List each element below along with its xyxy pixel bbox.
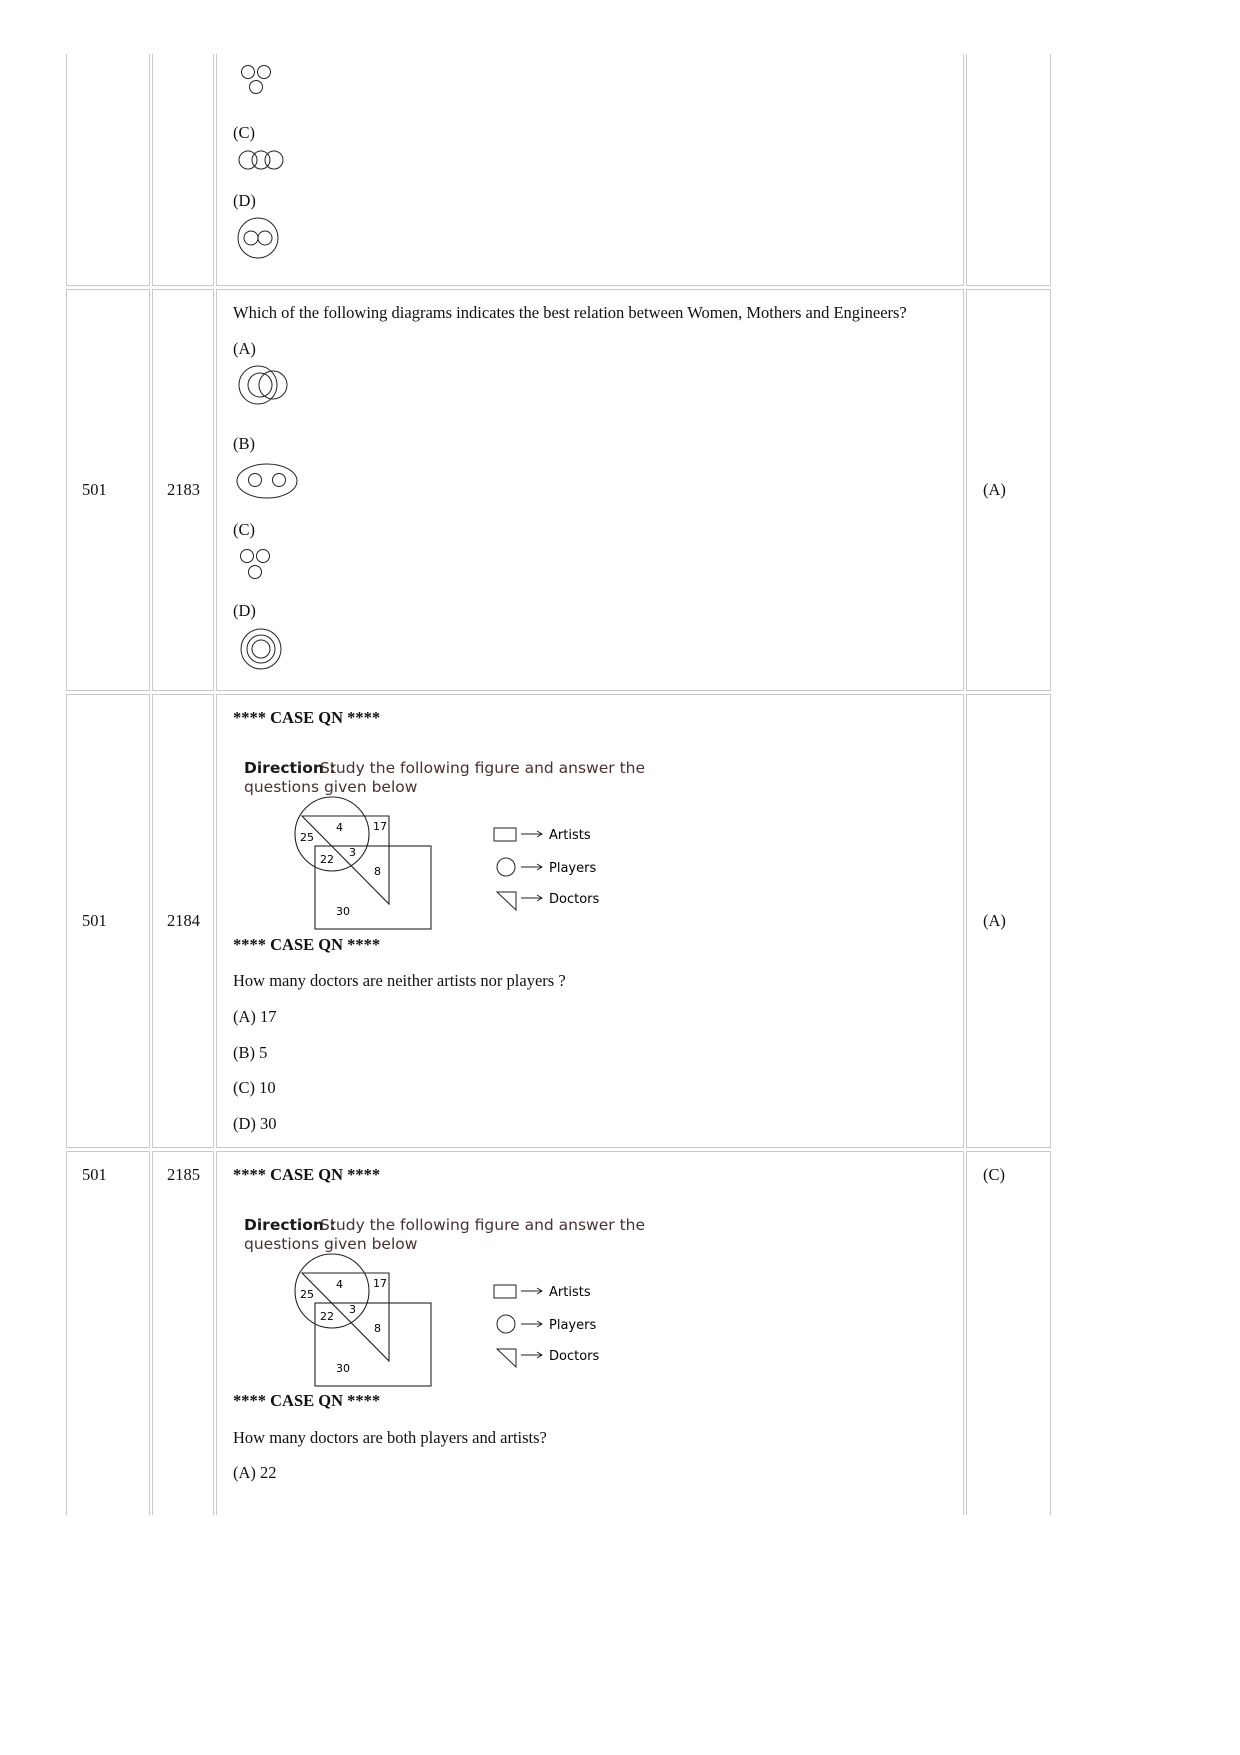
three-separate-circles-figure <box>238 62 278 98</box>
row1-col2-cell <box>152 54 214 286</box>
option-label: (D) <box>233 191 256 210</box>
direction-line1: Study the following figure and answer the <box>320 1216 646 1234</box>
direction-line1: Study the following figure and answer the <box>320 759 646 777</box>
option-label: (B) <box>233 434 255 453</box>
row3-col1-cell <box>66 694 150 1148</box>
two-circles-inside-circle-figure <box>236 216 282 262</box>
legend-doctors-label: Doctors <box>549 1349 600 1364</box>
region-all-three: 3 <box>349 846 356 859</box>
option-text: (A) 17 <box>233 1007 277 1026</box>
two-circles-inside-ellipse-figure <box>234 460 300 502</box>
direction-label: Direction : <box>244 1216 336 1234</box>
row4-col1-cell <box>66 1151 150 1515</box>
row2-question-cell <box>216 289 964 691</box>
overlapping-nested-circles-figure <box>236 362 296 408</box>
option-label: (A) <box>233 339 256 358</box>
row2-answer-cell <box>966 289 1051 691</box>
question-id: 2185 <box>167 1165 200 1184</box>
row1-col1-cell <box>66 54 150 286</box>
region-players-only: 25 <box>300 831 314 844</box>
region-artists-only: 30 <box>336 905 350 918</box>
legend-circle-icon <box>497 858 515 876</box>
row4-col2-cell <box>152 1151 214 1515</box>
region-all-three: 3 <box>349 1303 356 1316</box>
region-artists-only: 30 <box>336 1362 350 1375</box>
region-players-only: 25 <box>300 1288 314 1301</box>
row3-answer-cell <box>966 694 1051 1148</box>
region-artists-doctors: 8 <box>374 865 381 878</box>
question-id: 2184 <box>167 911 200 930</box>
legend-players-label: Players <box>549 861 597 876</box>
option-label: (C) <box>233 520 255 539</box>
region-players-doctors: 4 <box>336 1278 343 1291</box>
question-id: 2183 <box>167 480 200 499</box>
case-footer: **** CASE QN **** <box>233 1391 381 1410</box>
legend-players-label: Players <box>549 1318 597 1333</box>
row1-answer-cell <box>966 54 1051 286</box>
region-artists-players: 22 <box>320 853 334 866</box>
three-separate-circles-figure <box>236 546 276 582</box>
option-label: (D) <box>233 601 256 620</box>
legend-doctors-label: Doctors <box>549 892 600 907</box>
region-doctors-only: 17 <box>373 820 387 833</box>
answer-key: (A) <box>983 911 1006 930</box>
serial-number: 501 <box>82 480 107 499</box>
answer-key: (C) <box>983 1165 1005 1184</box>
region-artists-players: 22 <box>320 1310 334 1323</box>
row1-question-cell <box>216 54 964 286</box>
option-text: (B) 5 <box>233 1043 268 1062</box>
serial-number: 501 <box>82 1165 107 1184</box>
three-overlapping-circles-figure <box>236 148 288 172</box>
region-players-doctors: 4 <box>336 821 343 834</box>
row4-answer-cell <box>966 1151 1051 1515</box>
legend-artists-label: Artists <box>549 828 591 843</box>
direction-line2: questions given below <box>244 1235 418 1253</box>
option-text: (C) 10 <box>233 1078 276 1097</box>
question-text: Which of the following diagrams indicates the best relation between Women, Mothers and Engineers? <box>233 303 907 322</box>
case-header: **** CASE QN **** <box>233 708 381 727</box>
direction-line2: questions given below <box>244 778 418 796</box>
region-artists-doctors: 8 <box>374 1322 381 1335</box>
legend-rectangle-icon <box>494 1285 516 1298</box>
legend-artists-label: Artists <box>549 1285 591 1300</box>
row2-col1-cell <box>66 289 150 691</box>
region-doctors-only: 17 <box>373 1277 387 1290</box>
concentric-circles-figure <box>239 627 285 673</box>
legend-circle-icon <box>497 1315 515 1333</box>
option-text: (D) 30 <box>233 1114 277 1133</box>
case-footer: **** CASE QN **** <box>233 935 381 954</box>
legend-triangle-icon <box>497 1349 516 1367</box>
serial-number: 501 <box>82 911 107 930</box>
option-label: (C) <box>233 123 255 142</box>
question-text: How many doctors are neither artists nor players ? <box>233 971 566 990</box>
case-header: **** CASE QN **** <box>233 1165 381 1184</box>
answer-key: (A) <box>983 480 1006 499</box>
question-text: How many doctors are both players and artists? <box>233 1428 547 1447</box>
legend-rectangle-icon <box>494 828 516 841</box>
venn-direction-figure <box>240 1213 646 1391</box>
option-text: (A) 22 <box>233 1463 277 1482</box>
venn-direction-figure <box>240 756 646 934</box>
direction-label: Direction : <box>244 759 336 777</box>
legend-triangle-icon <box>497 892 516 910</box>
